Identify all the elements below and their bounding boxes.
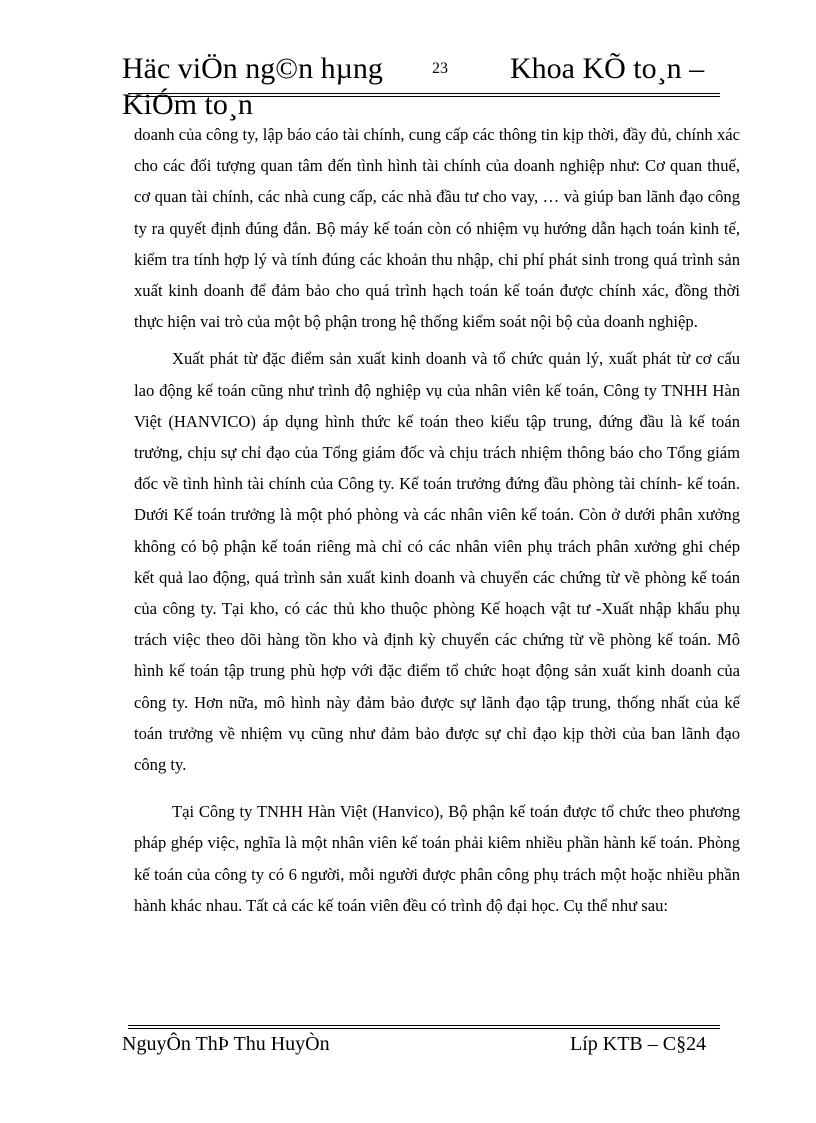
footer-author: NguyÔn ThÞ Thu HuyÒn — [122, 1033, 330, 1055]
footer-rule-top — [128, 1025, 720, 1026]
footer-class: Líp KTB – C§24 — [570, 1033, 707, 1055]
paragraph-2: Xuất phát từ đặc điểm sản xuất kinh doanh và tổ chức quản lý, xuất phát từ cơ cấu lao động kế toán cũng như trình độ nghiệp vụ của nhân viên kế toán, Công ty TNHH Hàn Việt (HANVICO) áp dụng hình thức kế toán theo kiểu tập trung, đứng đầu là kế toán trưởng, chịu sự chỉ đạo của Tổng giám đốc và chịu trách nhiệm thông báo cho Tổng giám đốc về tình hình tài chính của Công ty. Kế toán trưởng đứng đầu phòng tài chính- kế toán. Dưới Kế toán trưởng là một phó phòng và các nhân viên kế toán. Còn ở dưới phân xưởng không có bộ phận kế toán riêng mà chỉ có các nhân viên phụ trách phân xưởng ghi chép kết quả lao động, quá trình sản xuất kinh doanh và chuyển các chứng từ về phòng kế toán của công ty. Tại kho, có các thủ kho thuộc phòng Kế hoạch vật tư -Xuất nhập khẩu phụ trách việc theo dõi hàng tồn kho và định kỳ chuyển các chứng từ về phòng kế toán. Mô hình kế toán tập trung phù hợp với đặc điểm tổ chức hoạt động sản xuất kinh doanh của công ty. Hơn nữa, mô hình này đảm bảo được sự lãnh đạo tập trung, thống nhất của kế toán trưởng về nhiệm vụ cũng như đảm bảo được sự chỉ đạo kịp thời của ban lãnh đạo công ty. — [134, 349, 740, 775]
header-institution: Häc viÖn ng©n hµng — [122, 52, 383, 85]
header-rule-top — [128, 93, 720, 94]
header-rule-bottom — [128, 96, 720, 97]
page-number: 23 — [432, 60, 448, 77]
header-faculty-continued: KiÓm to¸n — [122, 88, 253, 121]
body-text — [134, 119, 740, 921]
paragraph-3: Tại Công ty TNHH Hàn Việt (Hanvico), Bộ phận kế toán được tổ chức theo phương pháp ghép việc, nghĩa là một nhân viên kế toán phải kiêm nhiều phần hành kế toán. Phòng kế toán của công ty có 6 người, mỗi người được phân công phụ trách một hoặc nhiều phần hành khác nhau. Tất cả các kế toán viên đều có trình độ đại học. Cụ thể như sau: — [134, 802, 740, 915]
footer-rule-bottom — [128, 1028, 720, 1029]
paragraph-1: doanh của công ty, lập báo cáo tài chính, cung cấp các thông tin kịp thời, đầy đủ, chính xác cho các đối tượng quan tâm đến tình hình tài chính của doanh nghiệp như: Cơ quan thuế, cơ quan tài chính, các nhà cung cấp, các nhà đầu tư cho vay, … và giúp ban lãnh đạo công ty ra quyết định đúng đắn. Bộ máy kế toán còn có nhiệm vụ hướng dẫn hạch toán kinh tế, kiểm tra tính hợp lý và tính đúng các khoản thu nhập, chi phí phát sinh trong quá trình sản xuất kinh doanh để đảm bảo cho quá trình hạch toán kế toán được chính xác, đồng thời thực hiện vai trò của một bộ phận trong hệ thống kiểm soát nội bộ của doanh nghiệp. — [134, 125, 740, 332]
header-faculty: Khoa KÕ to¸n – — [510, 52, 705, 85]
